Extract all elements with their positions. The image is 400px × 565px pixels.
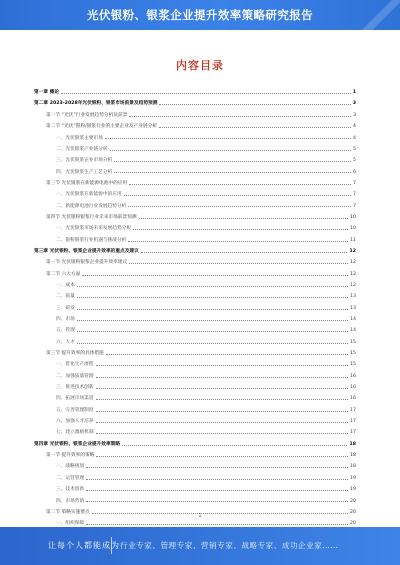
toc-leader-dots [77,331,348,332]
toc-entry-page: 1 [352,90,356,96]
toc-entry[interactable] [34,277,356,288]
toc-entry[interactable] [34,481,356,492]
toc-entry-text: 四、市场 [56,317,75,323]
toc-entry-text: 五、完善管理制度 [56,407,94,413]
footer-slogan: 让每个人都能成为 [48,541,120,550]
toc-entry[interactable] [34,220,356,231]
toc-entry-text: 六、加强人才培养 [56,419,94,425]
toc-entry[interactable] [34,288,356,299]
page-number: 1 [198,513,202,519]
toc-entry-page: 12 [349,248,356,254]
toc-entry-page: 4 [353,124,356,130]
toc-entry-text: 六、人才 [56,339,75,345]
toc-entry-page: 7 [353,203,356,209]
toc-leader-dots [159,104,350,105]
toc-entry-page: 6 [353,169,356,175]
toc-leader-dots [141,252,348,253]
toc-entry-text: 三、技术创新 [56,487,85,493]
toc-entry-page: 10 [350,226,356,232]
toc-entry-page: 16 [350,373,356,379]
toc-entry-text: 第一节 “光伏”行业发展趋势分析及前景 [46,112,128,118]
toc-entry[interactable] [34,311,356,322]
toc-entry-text: 第三节 提升效率的具体措施 [46,351,104,357]
toc-entry-text: 二、运营管理 [56,475,85,481]
toc-entry-page: 19 [350,475,356,481]
toc-entry-page: 17 [350,430,356,436]
toc-entry-page: 12 [350,282,356,288]
footer-bar [0,527,400,565]
toc-entry-page: 16 [350,396,356,402]
header-bar [0,0,400,30]
toc-leader-dots [122,445,347,446]
toc-entry-page: 5 [353,158,356,164]
toc-leader-dots [159,127,351,128]
toc-leader-dots [77,320,348,321]
toc-entry-page: 12 [350,271,356,277]
toc-leader-dots [96,433,349,434]
toc-leader-dots [77,309,348,310]
toc-entry-text: 一、成本 [56,282,75,288]
toc-entry-page: 14 [350,328,356,334]
toc-entry-text: 一、优化生产流程 [56,362,94,368]
toc-entry-text: 二、加强质量管理 [56,373,94,379]
toc-leader-dots [77,343,348,344]
toc-entry[interactable] [34,300,356,311]
toc-leader-dots [86,479,348,480]
toc-leader-dots [86,501,348,502]
toc-entry-text: 第一节 光伏银粉银浆企业提升效率建议 [46,260,128,266]
toc-leader-dots [86,490,348,491]
toc-entry[interactable] [34,390,356,401]
toc-leader-dots [96,411,349,412]
toc-entry-text: 第三节 光伏银浆在新能源电池中的应用 [46,180,128,186]
table-of-contents [34,84,356,538]
toc-entry-text: 第四章 光伏银粉、银浆企业提升效率策略 [34,441,121,447]
toc-entry-text: 第四节 光伏银粉银浆行业未来市场前景预测 [46,214,137,220]
toc-entry[interactable] [34,129,356,140]
toc-entry-text: 第二节 策略实施要点 [46,509,90,515]
toc-entry-text: 四、市场营销 [56,498,85,504]
toc-entry-page: 3 [353,112,356,118]
toc-entry-text: 第一节 提升效率的策略 [46,453,95,459]
toc-entry[interactable] [34,175,356,186]
toc-entry-page: 3 [352,101,356,107]
toc-entry-page: 4 [353,135,356,141]
toc-entry[interactable] [34,402,356,413]
toc-entry-text: 一、光伏银浆主要市场 [56,135,103,141]
toc-entry-text: 五、管理 [56,328,75,334]
toc-entry[interactable] [34,492,356,503]
toc-entry-text: 一、组织保障 [56,521,85,527]
toc-leader-dots [96,377,349,378]
toc-leader-dots [96,456,348,457]
toc-leader-dots [110,150,351,151]
toc-leader-dots [128,241,348,242]
toc-entry-text: 三、研发 [56,305,75,311]
toc-leader-dots [129,116,351,117]
toc-entry-text: 一、光伏银浆市场未来发展趋势分析 [56,226,132,232]
toc-leader-dots [114,161,351,162]
toc-entry-page: 14 [350,317,356,323]
toc-entry-page: 7 [353,192,356,198]
toc-entry[interactable] [34,447,356,458]
toc-entry-page: 10 [350,214,356,220]
toc-entry-text: 三、推进技术创新 [56,385,94,391]
toc-leader-dots [86,467,348,468]
toc-entry-page: 19 [350,487,356,493]
toc-entry-text: 一、光伏银浆在新能源中的应用 [56,192,122,198]
toc-entry[interactable] [34,413,356,424]
toc-title: 内容目录 [176,59,224,72]
toc-leader-dots [77,286,348,287]
toc-entry[interactable] [34,107,356,118]
toc-entry[interactable] [34,368,356,379]
toc-leader-dots [129,184,351,185]
toc-entry-page: 20 [350,521,356,527]
toc-entry-page: 13 [350,305,356,311]
toc-entry-text: 第一章 概论 [34,90,60,96]
toc-entry-page: 5 [353,146,356,152]
toc-entry-text: 七、建立激励机制 [56,430,94,436]
toc-entry-page: 16 [350,385,356,391]
toc-entry-page: 15 [350,351,356,357]
report-title: 光伏银粉、银浆企业提升效率策略研究报告 [86,8,314,22]
toc-entry-text: 二、新能源电池行业发展趋势分析 [56,203,127,209]
toc-leader-dots [77,297,348,298]
toc-entry[interactable] [34,186,356,197]
toc-entry-page: 12 [350,260,356,266]
footer-divider [111,537,112,554]
toc-entry-page: 18 [350,453,356,459]
toc-entry-page: 11 [350,237,356,243]
toc-entry[interactable] [34,254,356,265]
toc-entry[interactable] [34,470,356,481]
toc-entry-text: 四、光伏银浆生产工艺分析 [56,169,113,175]
toc-entry[interactable] [34,322,356,333]
toc-entry-text: 第二章 2023-2028年光伏银粉、银浆市场前景及趋势预测 [34,101,158,107]
toc-leader-dots [86,524,348,525]
toc-leader-dots [82,275,348,276]
toc-entry[interactable] [34,424,356,435]
toc-entry[interactable] [34,266,356,277]
toc-entry-page: 13 [350,294,356,300]
toc-entry-page: 17 [350,419,356,425]
toc-entry[interactable] [34,209,356,220]
toc-entry-page: 15 [350,362,356,368]
toc-entry[interactable] [34,152,356,163]
header-decoration [360,0,400,30]
toc-leader-dots [61,93,351,94]
toc-leader-dots [124,195,351,196]
toc-entry-page: 20 [350,498,356,504]
toc-entry[interactable] [34,141,356,152]
toc-entry-text: 二、光伏银浆产业链分析 [56,146,108,152]
toc-leader-dots [96,422,349,423]
toc-entry[interactable] [34,345,356,356]
toc-entry-page: 20 [350,509,356,515]
toc-entry[interactable] [34,334,356,345]
footer-tagline: 行业专家、管理专家、营销专家、战略专家、成功企业家…… [120,541,339,550]
toc-entry-page: 18 [349,441,356,447]
toc-entry-text: 一、战略规划 [56,464,85,470]
toc-entry[interactable] [34,197,356,208]
toc-entry[interactable] [34,356,356,367]
toc-entry[interactable] [34,163,356,174]
toc-entry-text: 二、银粉银浆行业机遇与挑战分析 [56,237,127,243]
toc-entry-page: 15 [350,339,356,345]
toc-leader-dots [96,365,349,366]
toc-leader-dots [129,263,348,264]
toc-entry-text: 第二节 六大方面 [46,271,81,277]
toc-entry[interactable] [34,436,356,447]
toc-entry[interactable] [34,84,356,95]
toc-entry-text: 三、光伏银浆企业市场分析 [56,158,113,164]
toc-entry[interactable] [34,95,356,106]
toc-entry[interactable] [34,458,356,469]
toc-entry-page: 18 [350,464,356,470]
toc-leader-dots [96,399,349,400]
toc-entry[interactable] [34,231,356,242]
toc-leader-dots [128,206,351,207]
toc-entry-page: 7 [353,180,356,186]
toc-entry-page: 17 [350,407,356,413]
toc-leader-dots [96,388,349,389]
toc-leader-dots [114,172,351,173]
toc-entry[interactable] [34,243,356,254]
toc-entry-text: 第二节 “光伏”银粉/银浆行业的主要企业及产业链分析 [46,124,158,130]
toc-entry-text: 二、质量 [56,294,75,300]
toc-leader-dots [133,229,348,230]
toc-leader-dots [106,354,348,355]
toc-leader-dots [139,218,348,219]
toc-entry-text: 第三章 光伏银粉、银浆企业提升效率的重点及建议 [34,248,139,254]
toc-leader-dots [105,138,351,139]
toc-entry[interactable] [34,118,356,129]
toc-entry-text: 四、拓展市场渠道 [56,396,94,402]
toc-entry[interactable] [34,379,356,390]
